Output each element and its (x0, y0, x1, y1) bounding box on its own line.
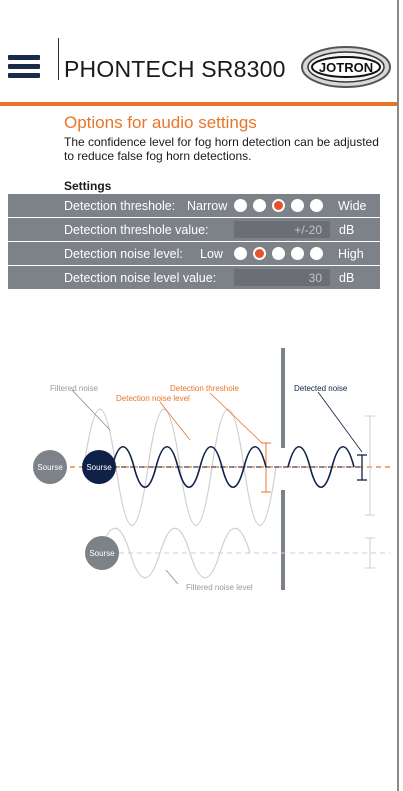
threshold-option-1[interactable] (234, 199, 247, 212)
threshold-option-4[interactable] (291, 199, 304, 212)
app-title: PHONTECH SR8300 (64, 56, 286, 82)
threshold-option-2[interactable] (253, 199, 266, 212)
settings-label: Settings (64, 179, 112, 193)
noise-level-pointer (160, 402, 190, 440)
noise-level-selector (234, 247, 323, 260)
narrow-label: Narrow (187, 199, 228, 213)
jotron-logo (300, 45, 392, 89)
detection-diagram (0, 340, 397, 600)
detected-noise-label: Detected noise (294, 384, 348, 393)
filtered-level-pointer (166, 570, 178, 584)
barrier-bottom (281, 490, 285, 590)
menu-icon[interactable] (8, 55, 40, 79)
filtered-noise-level-label: Filtered noise level (186, 583, 253, 592)
noise-option-2[interactable] (253, 247, 266, 260)
noise-option-3[interactable] (272, 247, 285, 260)
low-label: Low (200, 247, 223, 261)
detection-threshold-value-label: Detection threshole value: (64, 223, 209, 237)
logo-text: JOTRON (318, 60, 374, 75)
detection-threshold-value-row (8, 218, 380, 242)
header-divider (58, 38, 59, 80)
detection-noise-level-value-row (8, 266, 380, 290)
settings-table (8, 194, 380, 290)
threshold-unit: dB (339, 223, 355, 237)
noise-unit: dB (339, 271, 355, 285)
accent-bar (0, 102, 397, 106)
filtered-noise-label: Filtered noise (50, 384, 99, 393)
threshold-option-5[interactable] (310, 199, 323, 212)
source-label-3: Sourse (89, 549, 115, 558)
header (0, 0, 397, 102)
detection-threshold-label: Detection threshole (170, 384, 239, 393)
wide-label: Wide (338, 199, 367, 213)
detection-threshold-label: Detection threshole: (64, 199, 176, 213)
barrier-top (281, 348, 285, 448)
section-description: The confidence level for fog horn detection can be adjusted to reduce false fog horn detections. (64, 135, 379, 163)
detection-noise-level-value-label: Detection noise level value: (64, 271, 217, 285)
detection-threshold-value-field[interactable]: +/-20 (234, 221, 330, 238)
source-label-2: Sourse (86, 463, 112, 472)
detection-noise-level-value-field[interactable]: 30 (234, 269, 330, 286)
source-label-1: Sourse (37, 463, 63, 472)
detection-noise-level-label: Detection noise level (116, 394, 190, 403)
detection-noise-level-row (8, 242, 380, 266)
filtered-noise-pointer (72, 390, 110, 430)
detected-noise-pointer (318, 392, 362, 452)
noise-option-5[interactable] (310, 247, 323, 260)
right-border (397, 0, 399, 791)
detection-noise-level-label: Detection noise level: (64, 247, 183, 261)
noise-option-4[interactable] (291, 247, 304, 260)
section-title: Options for audio settings (64, 113, 257, 132)
threshold-option-3[interactable] (272, 199, 285, 212)
detection-threshold-selector (234, 199, 323, 212)
detection-threshold-row (8, 194, 380, 218)
high-label: High (338, 247, 364, 261)
noise-option-1[interactable] (234, 247, 247, 260)
